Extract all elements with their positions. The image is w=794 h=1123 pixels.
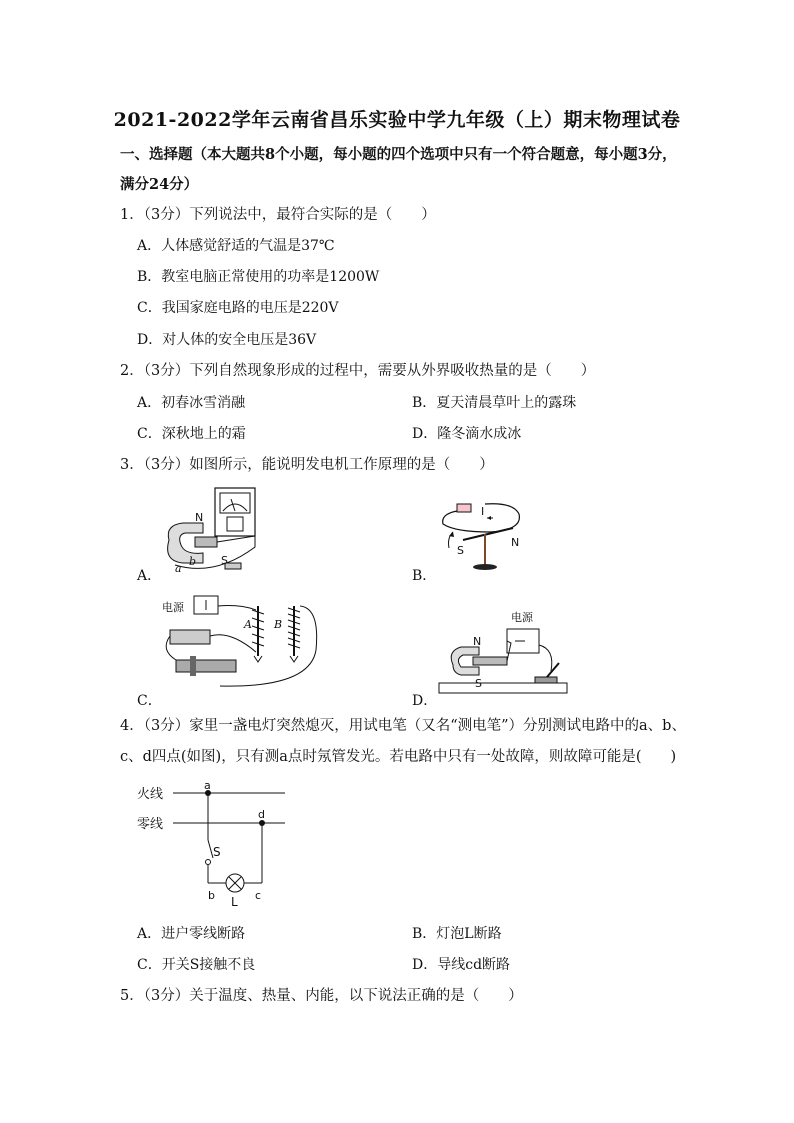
figure-b-i-label: I <box>481 505 485 518</box>
question-3-label-d: D． <box>412 693 438 709</box>
point-a-label: a <box>204 779 211 792</box>
live-wire-label: 火线 <box>137 787 164 802</box>
question-4-option-d: D．导线cd断路 <box>412 957 511 973</box>
question-3-figure-a <box>155 485 270 580</box>
figure-d-source-label: 电源 <box>511 611 533 624</box>
figure-d-n-label: N <box>473 635 482 648</box>
question-5-stem: 5．（3分）关于温度、热量、内能，以下说法正确的是（ ） <box>120 988 523 1004</box>
lamp-l-label: L <box>231 895 238 909</box>
exam-title: 2021-2022学年云南省昌乐实验中学九年级（上）期末物理试卷 <box>113 109 681 131</box>
figure-d-s-label: S <box>475 677 482 690</box>
question-3-figure-c <box>160 590 325 695</box>
section-heading-line2: 满分24分） <box>120 176 199 193</box>
question-3-stem: 3．（3分）如图所示，能说明发电机工作原理的是（ ） <box>120 457 494 473</box>
switch-s-label: S <box>213 845 221 859</box>
figure-b-n-label: N <box>511 536 520 549</box>
point-c-label: c <box>255 889 262 902</box>
point-d-label: d <box>258 808 265 821</box>
question-1-stem: 1．（3分）下列说法中，最符合实际的是（ ） <box>120 207 436 223</box>
question-2-option-a: A．初春冰雪消融 <box>137 395 246 411</box>
question-3-label-a: A． <box>137 568 162 584</box>
question-3-figure-b <box>435 492 530 577</box>
question-4-stem-line2: c、d四点(如图)，只有测a点时氖管发光。若电路中只有一处故障，则故障可能是( ) <box>120 749 677 765</box>
question-2-option-c: C．深秋地上的霜 <box>137 426 246 442</box>
question-1-option-b: B．教室电脑正常使用的功率是1200W <box>137 269 380 285</box>
question-1-option-c: C．我国家庭电路的电压是220V <box>137 300 339 316</box>
section-heading-line1: 一、选择题（本大题共8个小题，每小题的四个选项中只有一个符合题意，每小题3分， <box>120 146 677 163</box>
figure-c-source-label: 电源 <box>162 601 184 614</box>
point-b-label: b <box>208 889 215 902</box>
question-2-option-b: B．夏天清晨草叶上的露珠 <box>412 395 577 411</box>
figure-c-a-label: A <box>244 618 252 631</box>
question-4-option-b: B．灯泡L断路 <box>412 926 502 942</box>
question-1-option-a: A．人体感觉舒适的气温是37℃ <box>137 238 335 254</box>
question-3-figure-d <box>435 605 575 700</box>
question-2-option-d: D．隆冬滴水成冰 <box>412 426 522 442</box>
figure-b-s-label: S <box>457 544 464 557</box>
figure-a-b-label: b <box>189 555 197 568</box>
figure-a-n-label: N <box>195 511 204 524</box>
question-4-circuit-figure <box>135 778 295 908</box>
neutral-wire-label: 零线 <box>137 817 164 832</box>
figure-a-s-label: S <box>221 554 228 567</box>
question-3-label-b: B． <box>412 568 437 584</box>
figure-a-a-label: a <box>175 562 182 575</box>
question-4-stem-line1: 4．（3分）家里一盏电灯突然熄灭，用试电笔（又名“测电笔”）分别测试电路中的a、b、 <box>120 718 686 734</box>
question-2-stem: 2．（3分）下列自然现象形成的过程中，需要从外界吸收热量的是（ ） <box>120 363 596 379</box>
question-4-option-a: A．进户零线断路 <box>137 926 246 942</box>
question-3-label-c: C． <box>137 693 162 709</box>
question-1-option-d: D．对人体的安全电压是36V <box>137 332 317 348</box>
figure-c-b-label: B <box>274 618 283 631</box>
question-4-option-c: C．开关S接触不良 <box>137 957 256 973</box>
